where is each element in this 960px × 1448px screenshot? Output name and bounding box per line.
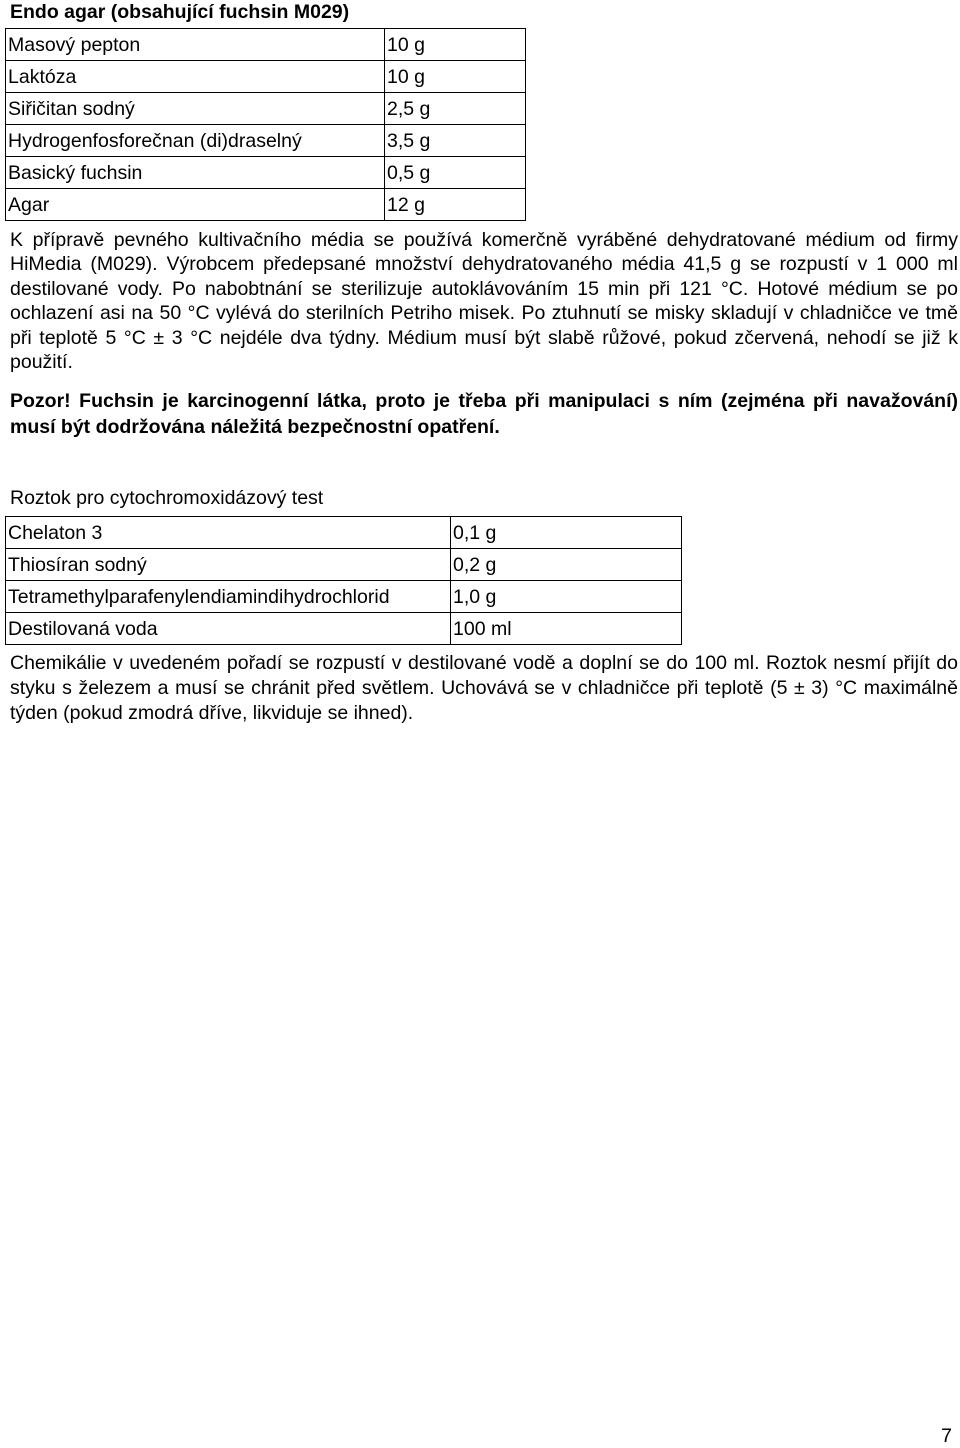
ingredient-name: Destilovaná voda bbox=[6, 613, 451, 645]
ingredient-name: Tetramethylparafenylendiamindihydrochlorid bbox=[6, 581, 451, 613]
ingredient-amount: 0,5 g bbox=[385, 157, 526, 189]
table-row bbox=[6, 549, 682, 581]
section-title-cytochrome-test: Roztok pro cytochromoxidázový test bbox=[10, 487, 324, 509]
solution-paragraph bbox=[10, 651, 958, 726]
page-number: 7 bbox=[941, 1425, 952, 1447]
warning-paragraph bbox=[10, 388, 958, 440]
table-row bbox=[6, 517, 682, 549]
table-row bbox=[6, 93, 526, 125]
ingredient-name: Chelaton 3 bbox=[6, 517, 451, 549]
ingredient-amount: 12 g bbox=[385, 189, 526, 221]
ingredient-amount: 0,1 g bbox=[451, 517, 682, 549]
solution-text: Chemikálie v uvedeném pořadí se rozpustí v destilované vodě a doplní se do 100 ml. Roztok nesmí přijít do styku s železem a musí se chránit před světlem. Uchovává se v chladničce při teplotě (5 ± 3) °C maximálně týden (pokud zmodrá dříve, likviduje se ihned). bbox=[10, 652, 958, 724]
ingredient-name: Hydrogenfosforečnan (di)draselný bbox=[6, 125, 385, 157]
ingredient-name: Siřičitan sodný bbox=[6, 93, 385, 125]
table-row bbox=[6, 29, 526, 61]
preparation-paragraph bbox=[10, 228, 958, 374]
ingredients-table-endo-agar bbox=[5, 28, 526, 221]
preparation-text: K přípravě pevného kultivačního média se používá komerčně vyráběné dehydratované médium od firmy HiMedia (M029). Výrobcem předepsané množství dehydratovaného média 41,5 g se rozpustí v 1 000 ml destilované vody. Po nabobtnání se sterilizuje autoklávováním 15 min při 121 °C. Hotové médium se po ochlazení asi na 50 °C vylévá do sterilních Petriho misek. Po ztuhnutí se misky skladují v chladničce ve tmě při teplotě 5 °C ± 3 °C nejdéle dva týdny. Médium musí být slabě růžové, pokud zčervená, nehodí se již k použití. bbox=[10, 229, 958, 374]
ingredient-amount: 1,0 g bbox=[451, 581, 682, 613]
ingredients-table-cytochrome bbox=[5, 516, 682, 645]
ingredient-name: Laktóza bbox=[6, 61, 385, 93]
ingredient-name: Basický fuchsin bbox=[6, 157, 385, 189]
table-row bbox=[6, 613, 682, 645]
ingredient-name: Agar bbox=[6, 189, 385, 221]
table-row bbox=[6, 61, 526, 93]
ingredient-amount: 0,2 g bbox=[451, 549, 682, 581]
ingredient-amount: 2,5 g bbox=[385, 93, 526, 125]
ingredient-amount: 100 ml bbox=[451, 613, 682, 645]
ingredient-amount: 10 g bbox=[385, 29, 526, 61]
warning-text: Pozor! Fuchsin je karcinogenní látka, proto je třeba při manipulaci s ním (zejména při navažování) musí být dodržována náležitá bezpečnostní opatření. bbox=[10, 390, 958, 438]
ingredient-amount: 3,5 g bbox=[385, 125, 526, 157]
section-title-endo-agar: Endo agar (obsahující fuchsin M029) bbox=[10, 1, 350, 23]
table-row bbox=[6, 125, 526, 157]
ingredient-amount: 10 g bbox=[385, 61, 526, 93]
ingredient-name: Masový pepton bbox=[6, 29, 385, 61]
table-row bbox=[6, 581, 682, 613]
table-row bbox=[6, 189, 526, 221]
ingredient-name: Thiosíran sodný bbox=[6, 549, 451, 581]
table-row bbox=[6, 157, 526, 189]
